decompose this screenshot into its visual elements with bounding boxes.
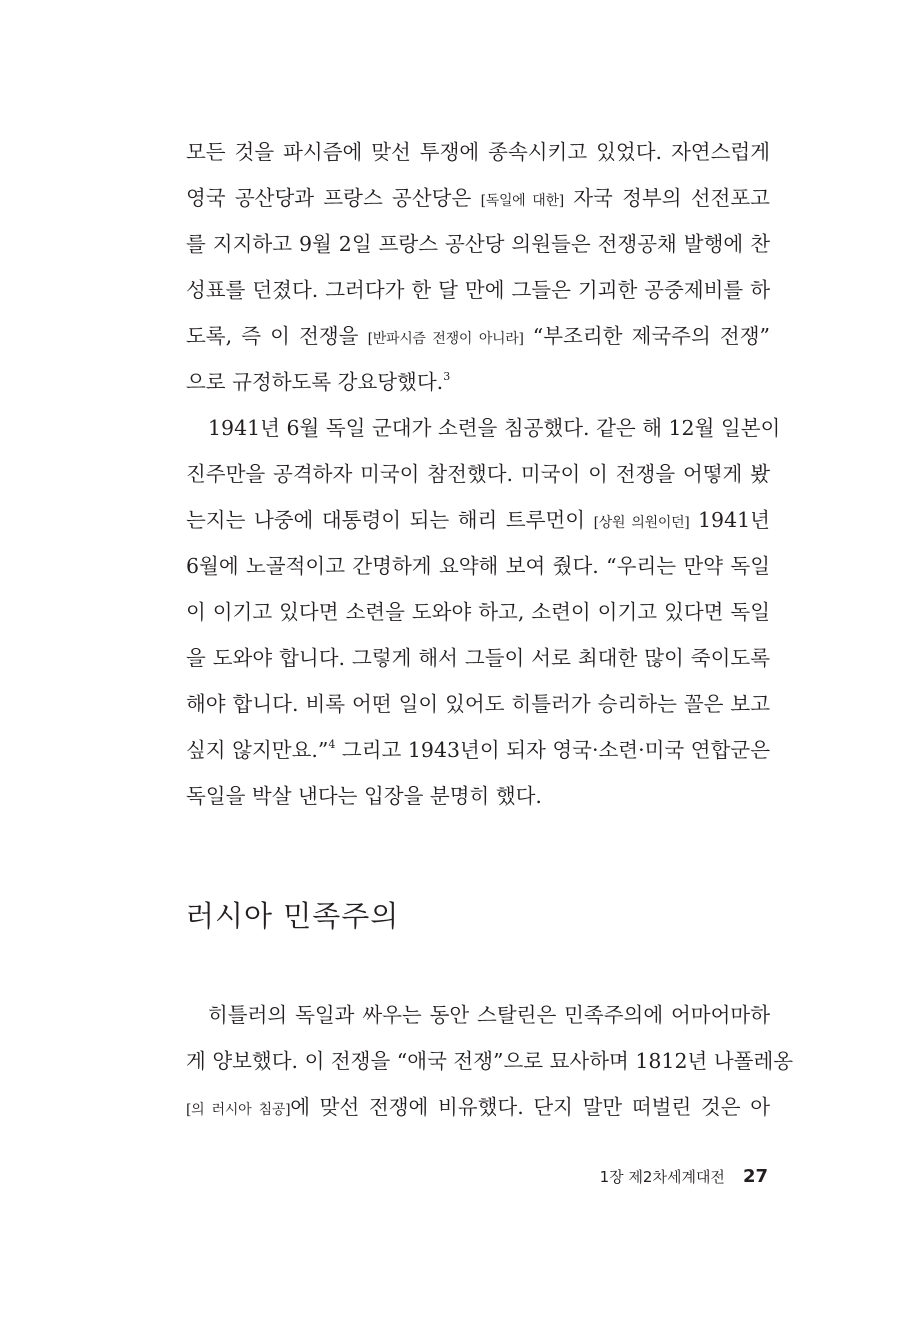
section-heading: 러시아 민족주의 [186, 899, 400, 933]
text-line: 는지는 나중에 대통령이 되는 해리 트루먼이 [상원 의원이던] 1941년 [186, 508, 770, 532]
text-line: 해야 합니다. 비록 어떤 일이 있어도 히틀러가 승리하는 꼴은 보고 [186, 692, 770, 716]
editor-note: [의 러시아 침공] [186, 1102, 291, 1118]
text-line: 독일을 박살 낸다는 입장을 분명히 했다. [186, 784, 542, 808]
text-line: 진주만을 공격하자 미국이 참전했다. 미국이 이 전쟁을 어떻게 봤 [186, 462, 770, 486]
text-line: 게 양보했다. 이 전쟁을 “애국 전쟁”으로 묘사하며 1812년 나폴레옹 [186, 1049, 794, 1073]
text-line: 싶지 않지만요.”$^4$ 그리고 1943년이 되자 영국·소련·미국 연합군은 [186, 738, 770, 762]
text-line: 성표를 던졌다. 그러다가 한 달 만에 그들은 기괴한 공중제비를 하 [186, 278, 770, 302]
text-line: 이 이기고 있다면 소련을 도와야 하고, 소련이 이기고 있다면 독일 [186, 600, 770, 624]
text-line: 를 지지하고 9월 2일 프랑스 공산당 의원들은 전쟁공채 발행에 찬 [186, 232, 770, 256]
text-line: 6월에 노골적이고 간명하게 요약해 보여 줬다. “우리는 만약 독일 [186, 554, 770, 578]
text-line: 영국 공산당과 프랑스 공산당은 [독일에 대한] 자국 정부의 선전포고 [186, 186, 770, 210]
text-line: 모든 것을 파시즘에 맞선 투쟁에 종속시키고 있었다. 자연스럽게 [186, 140, 770, 164]
text-line: 도록, 즉 이 전쟁을 [반파시즘 전쟁이 아니라] “부조리한 제국주의 전쟁” [186, 324, 770, 348]
footnote-ref: 3 [443, 370, 451, 383]
text-line: 히틀러의 독일과 싸우는 동안 스탈린은 민족주의에 어마어마하 [208, 1003, 770, 1027]
editor-note: [독일에 대한] [480, 193, 564, 209]
page-footer [600, 1166, 768, 1187]
text-line: 을 도와야 합니다. 그렇게 해서 그들이 서로 최대한 많이 죽이도록 [186, 646, 770, 670]
page-number: 27 [742, 1166, 768, 1187]
editor-note: [상원 의원이던] [593, 515, 690, 531]
text-line: 으로 규정하도록 강요당했다.$^3$ [186, 370, 451, 394]
chapter-title: 1장 제2차세계대전 [599, 1168, 725, 1186]
text-line: 1941년 6월 독일 군대가 소련을 침공했다. 같은 해 12월 일본이 [208, 416, 781, 440]
footnote-ref: 4 [328, 738, 336, 751]
editor-note: [반파시즘 전쟁이 아니라] [367, 331, 524, 347]
text-line: [의 러시아 침공]에 맞선 전쟁에 비유했다. 단지 말만 떠벌린 것은 아 [186, 1095, 770, 1119]
